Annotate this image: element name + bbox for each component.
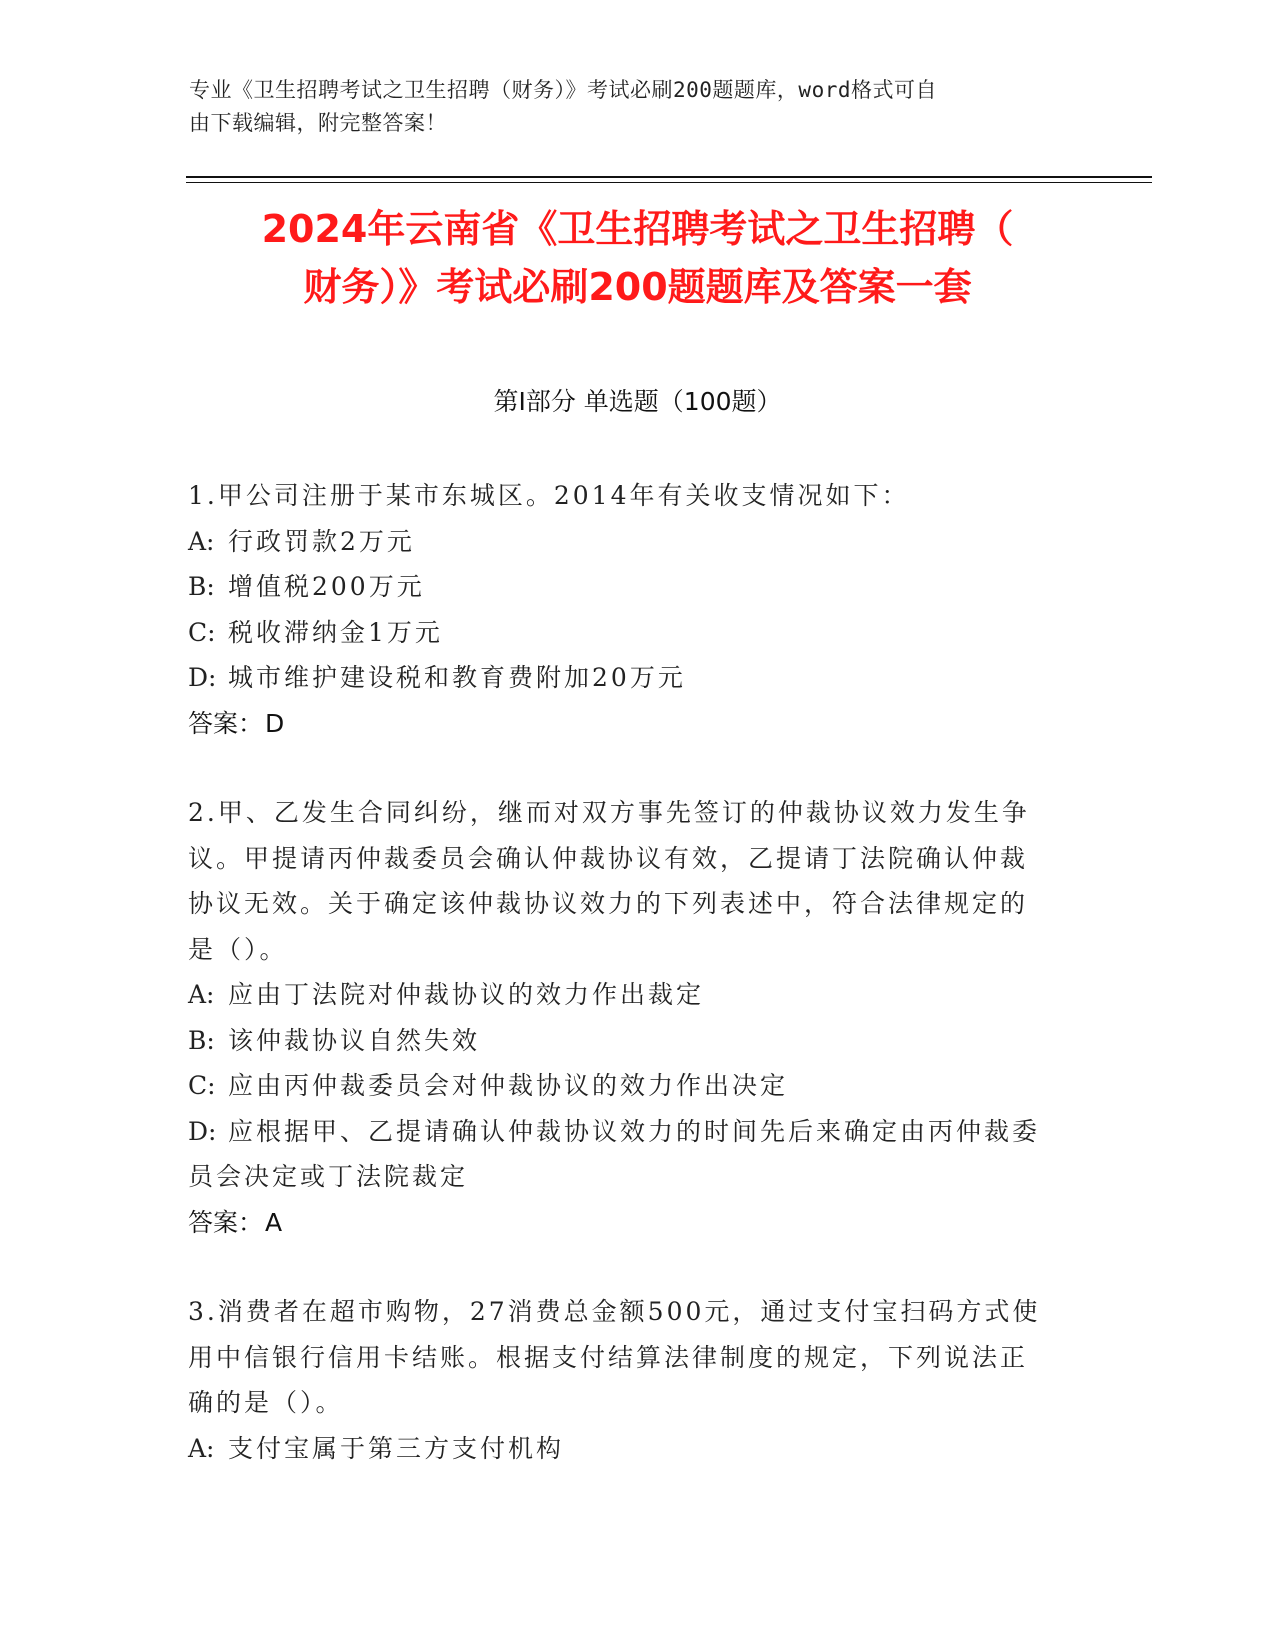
question-list bbox=[188, 473, 1068, 1515]
question-stem-line: 协议无效。关于确定该仲裁协议效力的下列表述中，符合法律规定的 bbox=[188, 889, 1029, 918]
answer-label: 答案： bbox=[188, 708, 264, 738]
option-a bbox=[188, 519, 1068, 565]
option-text: 增值税200万元 bbox=[228, 572, 425, 601]
option-letter: A: bbox=[188, 1433, 215, 1463]
option-letter: C: bbox=[188, 1071, 216, 1100]
document-title bbox=[150, 200, 1125, 316]
option-text: 城市维护建设税和教育费附加20万元 bbox=[228, 663, 686, 692]
option-a bbox=[188, 972, 1068, 1018]
header-note-line-1: 专业《卫生招聘考试之卫生招聘（财务）》考试必刷200题题库，word格式可自 bbox=[189, 78, 937, 102]
question-2 bbox=[188, 790, 1068, 1245]
option-d bbox=[188, 655, 1068, 701]
option-text: 税收滞纳金1万元 bbox=[228, 617, 443, 647]
question-stem-line: 1.甲公司注册于某市东城区。2014年有关收支情况如下： bbox=[188, 481, 910, 510]
option-letter: D: bbox=[188, 1116, 217, 1146]
option-text: 支付宝属于第三方支付机构 bbox=[228, 1433, 565, 1463]
document-title-line-1: 2024年云南省《卫生招聘考试之卫生招聘（ bbox=[261, 207, 1014, 251]
header-note-line-2: 由下载编辑，附完整答案！ bbox=[189, 111, 447, 135]
option-c bbox=[188, 1063, 1068, 1109]
option-a bbox=[188, 1426, 1068, 1472]
answer bbox=[188, 1200, 1068, 1246]
question-stem-line: 2.甲、乙发生合同纠纷，继而对双方事先签订的仲裁协议效力发生争 bbox=[188, 798, 1030, 827]
answer-value: D bbox=[265, 708, 285, 738]
option-letter: A: bbox=[188, 980, 215, 1009]
question-stem-line: 用中信银行信用卡结账。根据支付结算法律制度的规定，下列说法正 bbox=[188, 1342, 1029, 1372]
section-heading: 第Ⅰ部分 单选题（100题） bbox=[493, 387, 782, 416]
option-text: 应根据甲、乙提请确认仲裁协议效力的时间先后来确定由丙仲裁委 bbox=[228, 1116, 1041, 1146]
option-text: 行政罚款2万元 bbox=[228, 526, 415, 556]
option-d bbox=[188, 1109, 1068, 1155]
question-stem-line: 议。甲提请丙仲裁委员会确认仲裁协议有效，乙提请丁法院确认仲裁 bbox=[188, 843, 1029, 873]
answer bbox=[188, 701, 1068, 747]
option-text: 应由丙仲裁委员会对仲裁协议的效力作出决定 bbox=[228, 1071, 789, 1100]
option-letter: D: bbox=[188, 663, 217, 692]
question-3 bbox=[188, 1289, 1068, 1471]
question-1 bbox=[188, 473, 1068, 746]
question-stem bbox=[188, 473, 1068, 519]
option-letter: B: bbox=[188, 1025, 215, 1055]
option-text: 应由丁法院对仲裁协议的效力作出裁定 bbox=[228, 980, 705, 1009]
option-b bbox=[188, 564, 1068, 610]
question-stem-line: 确的是（）。 bbox=[188, 1388, 344, 1417]
question-stem bbox=[188, 790, 1068, 972]
header-rule-thick bbox=[186, 176, 1152, 178]
option-d-continuation: 员会决定或丁法院裁定 bbox=[188, 1162, 469, 1191]
option-letter: B: bbox=[188, 572, 215, 601]
answer-label: 答案： bbox=[188, 1207, 264, 1237]
document-title-line-2: 财务）》考试必刷200题题库及答案一套 bbox=[303, 265, 972, 309]
answer-value: A bbox=[265, 1207, 283, 1237]
question-stem bbox=[188, 1289, 1068, 1426]
question-stem-line: 3.消费者在超市购物，27消费总金额500元，通过支付宝扫码方式使 bbox=[188, 1297, 1041, 1326]
option-letter: C: bbox=[188, 617, 216, 647]
option-letter: A: bbox=[188, 526, 215, 556]
header-note bbox=[189, 74, 1069, 140]
question-stem-line: 是（）。 bbox=[188, 934, 288, 964]
option-b bbox=[188, 1018, 1068, 1064]
header-rule-thin bbox=[186, 182, 1152, 183]
option-c bbox=[188, 610, 1068, 656]
option-text: 该仲裁协议自然失效 bbox=[228, 1025, 481, 1055]
